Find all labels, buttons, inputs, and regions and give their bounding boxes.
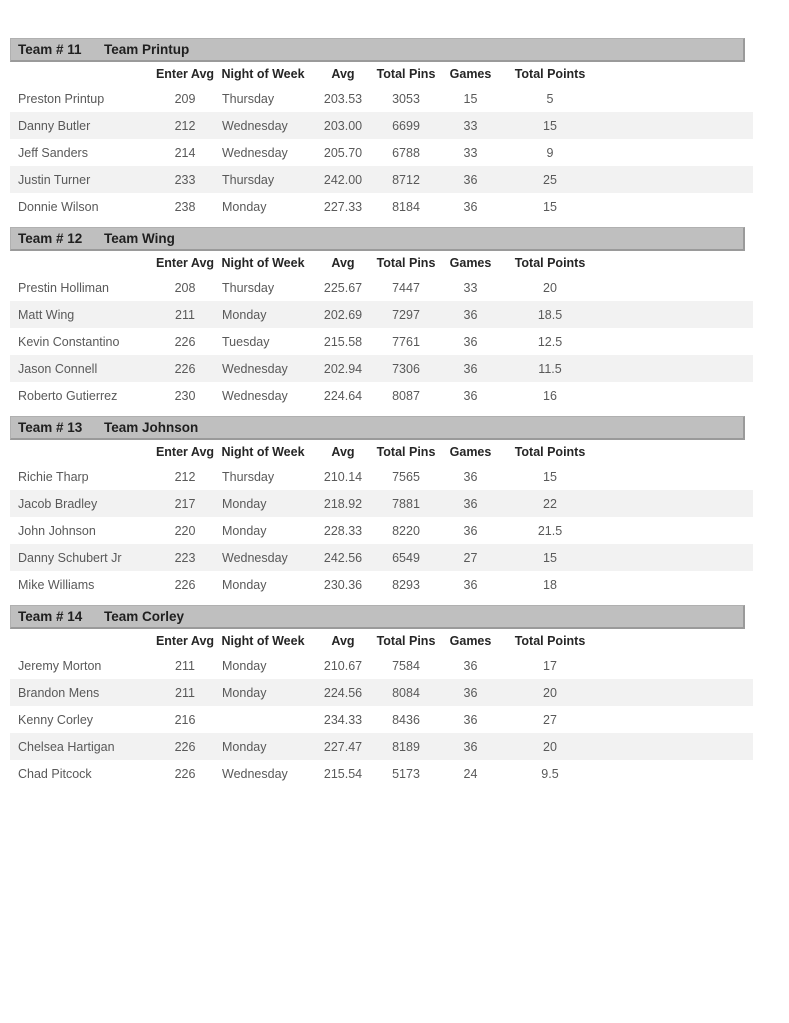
- team-header-bar: [10, 416, 745, 440]
- player-avg: 210.67: [323, 658, 363, 673]
- player-avg: 203.00: [323, 118, 363, 133]
- player-enter-avg: 238: [174, 199, 196, 214]
- player-total-points: 9: [546, 145, 554, 160]
- player-games: 24: [463, 766, 478, 781]
- player-name: Donnie Wilson: [18, 199, 99, 214]
- player-name: Preston Printup: [18, 91, 105, 106]
- player-total-points: 21.5: [537, 523, 563, 538]
- player-row: [10, 517, 753, 544]
- player-name: Chelsea Hartigan: [18, 739, 115, 754]
- team-header-bar: [10, 227, 745, 251]
- column-header-row: [10, 251, 753, 274]
- column-header-total-pins: Total Pins: [376, 66, 436, 81]
- player-total-pins: 6788: [392, 145, 420, 160]
- player-row: [10, 679, 753, 706]
- player-games: 36: [463, 658, 478, 673]
- team-name: Team Wing: [104, 231, 175, 246]
- player-games: 36: [463, 523, 478, 538]
- player-games: 36: [463, 361, 478, 376]
- player-total-pins: 5173: [392, 766, 420, 781]
- player-night-of-week: Wednesday: [222, 766, 288, 781]
- player-total-points: 25: [543, 172, 557, 187]
- player-enter-avg: 226: [174, 766, 196, 781]
- player-total-points: 27: [543, 712, 557, 727]
- player-night-of-week: Monday: [222, 307, 267, 322]
- team-header-bar: [10, 38, 745, 62]
- player-name: Brandon Mens: [18, 685, 100, 700]
- player-night-of-week: Wednesday: [222, 388, 288, 403]
- column-header-total-pins: Total Pins: [376, 633, 436, 648]
- player-games: 27: [463, 550, 478, 565]
- column-header-avg: Avg: [331, 255, 355, 270]
- player-total-points: 9.5: [541, 766, 559, 781]
- player-enter-avg: 211: [175, 307, 195, 322]
- player-total-points: 5: [546, 91, 554, 106]
- column-header-total-points: Total Points: [514, 255, 586, 270]
- player-games: 33: [463, 118, 478, 133]
- player-night-of-week: Thursday: [222, 172, 275, 187]
- player-total-points: 18: [543, 577, 557, 592]
- player-games: 36: [463, 685, 478, 700]
- player-total-points: 20: [543, 739, 557, 754]
- column-header-games: Games: [449, 633, 492, 648]
- player-games: 15: [463, 91, 478, 106]
- player-name: Mike Williams: [18, 577, 95, 592]
- team-section: [10, 38, 753, 220]
- player-row: [10, 355, 753, 382]
- player-avg: 234.33: [323, 712, 363, 727]
- player-row: [10, 760, 753, 787]
- player-night-of-week: Monday: [222, 496, 267, 511]
- player-name: Jason Connell: [18, 361, 98, 376]
- player-avg: 242.00: [323, 172, 363, 187]
- player-enter-avg: 211: [175, 658, 195, 673]
- player-total-pins: 8712: [392, 172, 420, 187]
- player-total-points: 15: [543, 199, 557, 214]
- player-total-pins: 7306: [392, 361, 420, 376]
- team-section: [10, 227, 753, 409]
- player-avg: 228.33: [323, 523, 363, 538]
- player-total-points: 16: [543, 388, 557, 403]
- player-night-of-week: Monday: [222, 577, 267, 592]
- player-total-pins: 8189: [392, 739, 420, 754]
- player-total-pins: 8184: [392, 199, 420, 214]
- player-row: [10, 463, 753, 490]
- player-games: 36: [463, 172, 478, 187]
- player-night-of-week: Monday: [222, 199, 267, 214]
- team-section: [10, 605, 753, 787]
- player-avg: 215.54: [323, 766, 363, 781]
- team-number: Team # 13: [18, 420, 83, 435]
- player-row: [10, 652, 753, 679]
- player-row: [10, 274, 753, 301]
- player-row: [10, 382, 753, 409]
- player-name: Matt Wing: [18, 307, 75, 322]
- player-row: [10, 706, 753, 733]
- player-total-points: 15: [543, 118, 557, 133]
- column-header-night-of-week: Night of Week: [221, 66, 305, 81]
- player-total-pins: 7447: [392, 280, 420, 295]
- player-name: Richie Tharp: [18, 469, 89, 484]
- column-header-total-points: Total Points: [514, 66, 586, 81]
- column-header-night-of-week: Night of Week: [221, 255, 305, 270]
- column-header-enter-avg: Enter Avg: [155, 255, 215, 270]
- player-name: Jacob Bradley: [18, 496, 98, 511]
- player-enter-avg: 211: [175, 685, 195, 700]
- player-row: [10, 571, 753, 598]
- player-total-points: 20: [543, 685, 557, 700]
- player-night-of-week: Wednesday: [222, 550, 288, 565]
- player-total-points: 15: [543, 550, 557, 565]
- player-total-points: 17: [543, 658, 557, 673]
- player-total-points: 15: [543, 469, 557, 484]
- player-row: [10, 490, 753, 517]
- player-name: Kenny Corley: [18, 712, 94, 727]
- column-header-avg: Avg: [331, 444, 355, 459]
- player-avg: 202.69: [323, 307, 363, 322]
- player-avg: 210.14: [323, 469, 363, 484]
- team-number: Team # 12: [18, 231, 83, 246]
- player-total-pins: 3053: [392, 91, 420, 106]
- player-name: Chad Pitcock: [18, 766, 92, 781]
- player-enter-avg: 212: [174, 469, 196, 484]
- player-enter-avg: 216: [174, 712, 196, 727]
- player-avg: 230.36: [323, 577, 363, 592]
- column-header-games: Games: [449, 255, 492, 270]
- player-night-of-week: Monday: [222, 739, 267, 754]
- player-total-points: 20: [543, 280, 557, 295]
- player-avg: 218.92: [323, 496, 363, 511]
- player-total-pins: 8220: [392, 523, 420, 538]
- player-total-pins: 7761: [392, 334, 420, 349]
- player-total-pins: 7297: [392, 307, 420, 322]
- player-night-of-week: Thursday: [222, 280, 275, 295]
- player-name: Danny Butler: [18, 118, 91, 133]
- column-header-enter-avg: Enter Avg: [155, 66, 215, 81]
- team-number: Team # 11: [18, 42, 82, 57]
- player-avg: 215.58: [323, 334, 363, 349]
- player-enter-avg: 223: [174, 550, 196, 565]
- player-total-pins: 7584: [392, 658, 420, 673]
- team-name: Team Corley: [104, 609, 185, 624]
- team-number: Team # 14: [18, 609, 83, 624]
- player-total-pins: 8087: [392, 388, 420, 403]
- player-avg: 227.33: [323, 199, 363, 214]
- player-name: Roberto Gutierrez: [18, 388, 118, 403]
- column-header-enter-avg: Enter Avg: [155, 633, 215, 648]
- column-header-enter-avg: Enter Avg: [155, 444, 215, 459]
- player-night-of-week: Wednesday: [222, 361, 288, 376]
- team-name: Team Johnson: [104, 420, 199, 435]
- player-enter-avg: 226: [174, 577, 196, 592]
- player-night-of-week: Monday: [222, 658, 267, 673]
- player-total-pins: 6699: [392, 118, 420, 133]
- player-avg: 202.94: [323, 361, 363, 376]
- player-night-of-week: Wednesday: [222, 145, 288, 160]
- player-night-of-week: Thursday: [222, 91, 275, 106]
- player-games: 33: [463, 145, 478, 160]
- column-header-total-points: Total Points: [514, 444, 586, 459]
- player-night-of-week: Tuesday: [222, 334, 270, 349]
- player-enter-avg: 212: [174, 118, 196, 133]
- column-header-row: [10, 629, 753, 652]
- player-games: 36: [463, 388, 478, 403]
- player-total-points: 12.5: [537, 334, 563, 349]
- player-avg: 224.64: [323, 388, 363, 403]
- player-row: [10, 733, 753, 760]
- player-enter-avg: 226: [174, 334, 196, 349]
- player-enter-avg: 226: [174, 361, 196, 376]
- column-header-night-of-week: Night of Week: [221, 444, 305, 459]
- player-night-of-week: Monday: [222, 523, 267, 538]
- player-name: Kevin Constantino: [18, 334, 120, 349]
- player-name: John Johnson: [18, 523, 96, 538]
- player-name: Danny Schubert Jr: [18, 550, 122, 565]
- player-avg: 224.56: [323, 685, 363, 700]
- player-enter-avg: 226: [174, 739, 196, 754]
- player-night-of-week: Wednesday: [222, 118, 288, 133]
- player-total-pins: 7565: [392, 469, 420, 484]
- player-total-pins: 8436: [392, 712, 420, 727]
- column-header-total-pins: Total Pins: [376, 444, 436, 459]
- column-header-games: Games: [449, 444, 492, 459]
- player-enter-avg: 209: [174, 91, 196, 106]
- player-night-of-week: Thursday: [222, 469, 275, 484]
- player-avg: 225.67: [323, 280, 363, 295]
- player-avg: 205.70: [323, 145, 363, 160]
- player-row: [10, 193, 753, 220]
- player-games: 36: [463, 307, 478, 322]
- player-games: 36: [463, 739, 478, 754]
- player-total-pins: 7881: [392, 496, 420, 511]
- player-row: [10, 166, 753, 193]
- player-enter-avg: 220: [174, 523, 196, 538]
- player-games: 36: [463, 496, 478, 511]
- player-name: Jeremy Morton: [18, 658, 102, 673]
- team-section: [10, 416, 753, 598]
- player-row: [10, 112, 753, 139]
- player-games: 36: [463, 469, 478, 484]
- team-header-bar: [10, 605, 745, 629]
- player-games: 36: [463, 199, 478, 214]
- team-name: Team Printup: [104, 42, 190, 57]
- player-total-pins: 8293: [392, 577, 420, 592]
- column-header-total-points: Total Points: [514, 633, 586, 648]
- player-row: [10, 139, 753, 166]
- roster-page: [10, 38, 753, 794]
- player-row: [10, 85, 753, 112]
- player-name: Jeff Sanders: [18, 145, 88, 160]
- column-header-avg: Avg: [331, 66, 355, 81]
- player-enter-avg: 214: [174, 145, 196, 160]
- column-header-row: [10, 440, 753, 463]
- column-header-total-pins: Total Pins: [376, 255, 436, 270]
- player-avg: 242.56: [323, 550, 363, 565]
- player-total-pins: 6549: [392, 550, 420, 565]
- player-name: Prestin Holliman: [18, 280, 110, 295]
- player-avg: 203.53: [323, 91, 363, 106]
- player-row: [10, 544, 753, 571]
- player-enter-avg: 230: [174, 388, 196, 403]
- player-enter-avg: 217: [174, 496, 196, 511]
- player-enter-avg: 233: [174, 172, 196, 187]
- column-header-night-of-week: Night of Week: [221, 633, 305, 648]
- player-enter-avg: 208: [174, 280, 196, 295]
- column-header-games: Games: [449, 66, 492, 81]
- player-games: 36: [463, 334, 478, 349]
- player-total-points: 18.5: [537, 307, 563, 322]
- player-avg: 227.47: [323, 739, 363, 754]
- column-header-row: [10, 62, 753, 85]
- player-name: Justin Turner: [18, 172, 91, 187]
- player-total-pins: 8084: [392, 685, 420, 700]
- player-games: 33: [463, 280, 478, 295]
- player-games: 36: [463, 712, 478, 727]
- player-row: [10, 301, 753, 328]
- player-total-points: 22: [543, 496, 557, 511]
- column-header-avg: Avg: [331, 633, 355, 648]
- player-row: [10, 328, 753, 355]
- player-night-of-week: Monday: [222, 685, 267, 700]
- player-total-points: 11.5: [538, 361, 562, 376]
- player-games: 36: [463, 577, 478, 592]
